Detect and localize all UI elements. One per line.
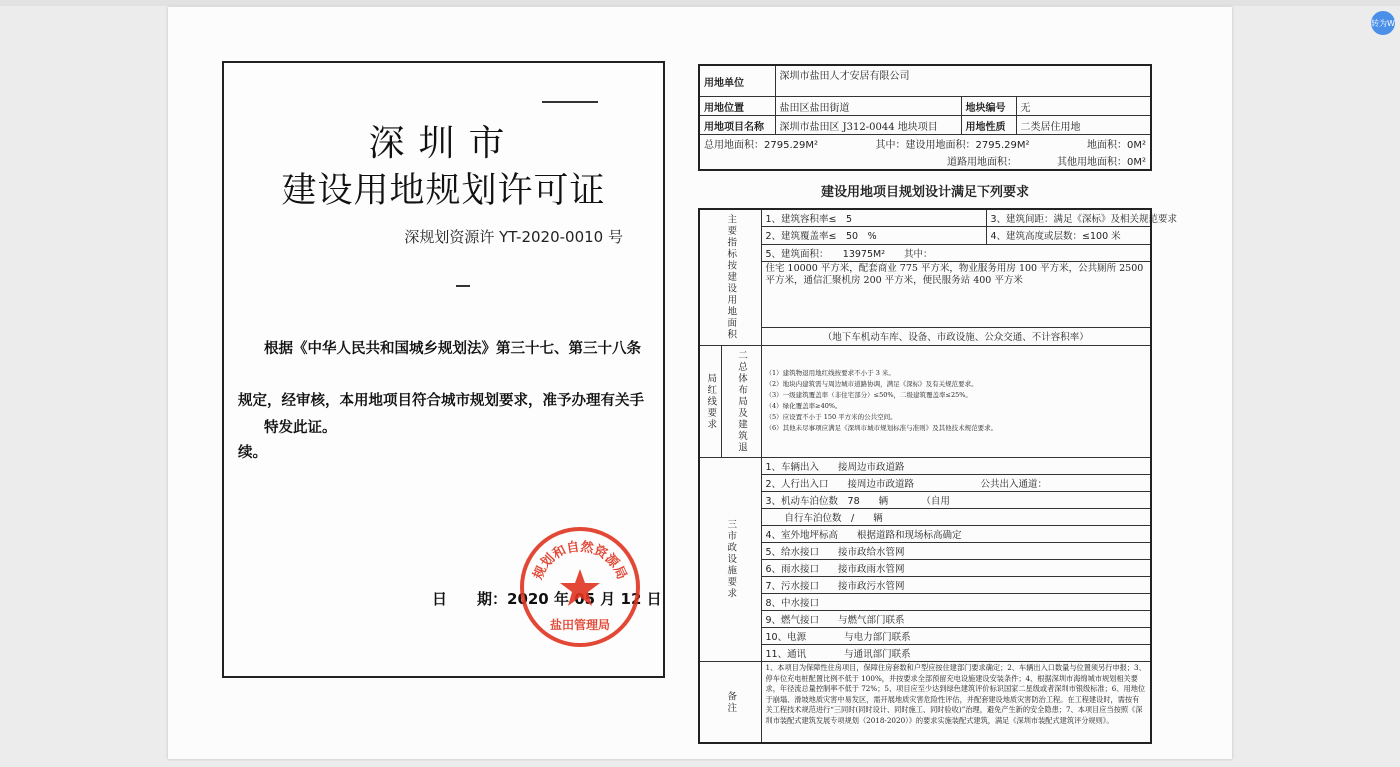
requirements-table bbox=[698, 208, 1178, 744]
spacing-item: 3、建筑间距：满足《深标》及相关规范要求 bbox=[986, 209, 1151, 227]
seal-sub-text: 盐田管理局 bbox=[549, 618, 611, 632]
group2-item: （2）地块内建筑需与周边城市道路协调，满足《深标》及有关规范要求。 bbox=[765, 380, 978, 389]
group2-sublabel: 二总体布局及建筑退 bbox=[721, 345, 761, 458]
requirements-title: 建设用地项目规划设计满足下列要求 bbox=[820, 185, 1029, 200]
group3-label: 三市政设施要求 bbox=[699, 458, 761, 662]
unit-label: 用地单位 bbox=[699, 65, 775, 97]
project-value: 深圳市盐田区 J312-0044 地块项目 bbox=[775, 116, 961, 135]
municipal-item: 11、通讯 与通讯部门联系 bbox=[761, 645, 1151, 662]
far-item: 1、建筑容积率≤ 5 bbox=[761, 209, 986, 227]
nature-value: 二类居住用地 bbox=[1016, 116, 1151, 135]
underground-note: （地下车机动车库、设备、市政设施、公众交通、不计容积率） bbox=[761, 328, 1151, 345]
project-label: 用地项目名称 bbox=[699, 116, 775, 135]
certificate-number: 深规划资源许 YT-2020-0010 号 bbox=[404, 228, 623, 246]
municipal-item: 8、中水接口 bbox=[761, 594, 1151, 611]
certificate-city: 深圳市 bbox=[368, 123, 519, 164]
location-label: 用地位置 bbox=[699, 97, 775, 116]
viewer-toolbar-strip bbox=[0, 0, 1400, 6]
certificate-paragraph: 根据《中华人民共和国城乡规划法》第三十七、第三十八条规定，经审核，本用地项目符合城市规划要求，准予办理有关手续。 bbox=[238, 341, 644, 461]
municipal-item: 自行车泊位数 / 辆 bbox=[761, 509, 1151, 526]
land-info-table bbox=[698, 64, 1152, 171]
floor-area-detail: 住宅 10000 平方米，配套商业 775 平方米，物业服务用房 100 平方米，公共厕所 2500 平方米，通信汇聚机房 200 平方米，便民服务站 400 平方米 bbox=[761, 261, 1151, 327]
convert-button[interactable]: 转为W bbox=[1371, 11, 1395, 35]
municipal-item: 6、雨水接口 接市政雨水管网 bbox=[761, 560, 1151, 577]
scribble-mark bbox=[542, 101, 598, 103]
certificate-date: 日 期：2020 年 05 月 12 日 bbox=[432, 590, 662, 608]
municipal-item: 3、机动车泊位数 78 辆 （自用 bbox=[761, 492, 1151, 509]
municipal-item: 2、人行出入口 接周边市政道路 公共出入通道： bbox=[761, 475, 1151, 492]
remarks-label: 备注 bbox=[699, 662, 761, 744]
municipal-item: 7、污水接口 接市政污水管网 bbox=[761, 577, 1151, 594]
parcel-no-value: 无 bbox=[1016, 97, 1151, 116]
official-seal-icon bbox=[518, 525, 642, 649]
certificate-closing: 特发此证。 bbox=[264, 420, 337, 436]
other-area-2: 其他用地面积：0M² bbox=[1057, 157, 1146, 168]
remarks-text: 1、本项目为保障性住房项目，保障住房套数和户型应按住建部门要求确定；2、车辆出入口数量与位置须另行申报；3、停车位充电桩配置比例不低于 100%，并按要求全部预留充电设施建设安装条件；4、根据深圳市海绵城市规划相关要求，年径流总量控制率不低于 72%；5、项目应至少达到绿色建筑评价标识国家二星级或者深圳市银级标准；6、用地位于崩塌、滑坡地质灾害中易发区，需开展地质灾害危险性评估，并配套建设地质灾害防治工程。在工程建设时，需按有关工程技术规范进行“三同时(同时设计、同时施工、同时验收)”治理，避免产生新的安全隐患；7、本项目应当按照《深圳市装配式建筑发展专项规划（2018-2020）》的要求实施装配式建筑，满足《深圳市装配式建筑评分规则》。 bbox=[761, 662, 1151, 744]
coverage-item: 2、建筑覆盖率≤ 50 % bbox=[761, 227, 986, 244]
parcel-no-label: 地块编号 bbox=[961, 97, 1016, 116]
height-item: 4、建筑高度或层数：≤100 米 bbox=[986, 227, 1151, 244]
group2-label: 局红线要求 bbox=[699, 345, 721, 458]
group2-item: （1）建筑物退用地红线按要求不小于 3 米。 bbox=[765, 369, 895, 378]
unit-value: 深圳市盐田人才安居有限公司 bbox=[775, 65, 1151, 97]
total-area: 总用地面积：2795.29M² bbox=[704, 140, 818, 151]
group2-items bbox=[761, 345, 1151, 458]
road-area: 道路用地面积： bbox=[947, 157, 1017, 168]
requirements-panel bbox=[698, 64, 1178, 744]
floor-area-item: 5、建筑面积： 13975M² 其中： bbox=[761, 244, 1151, 261]
group1-label: 主要指标按建设用地面积 bbox=[699, 209, 761, 345]
municipal-item: 1、车辆出入 接周边市政道路 bbox=[761, 458, 1151, 475]
municipal-item: 4、室外地坪标高 根据道路和现场标高确定 bbox=[761, 526, 1151, 543]
group2-item: （4）绿化覆盖率≥40%。 bbox=[765, 402, 842, 411]
group2-item: （5）应设置不小于 150 平方米的公共空间。 bbox=[765, 413, 897, 422]
group2-item: （3）一级建筑覆盖率（非住宅部分）≤50%，二级建筑覆盖率≤25%。 bbox=[765, 391, 972, 400]
municipal-item: 5、给水接口 接市政给水管网 bbox=[761, 543, 1151, 560]
municipal-item: 10、电源 与电力部门联系 bbox=[761, 628, 1151, 645]
nature-label: 用地性质 bbox=[961, 116, 1016, 135]
municipal-item: 9、燃气接口 与燃气部门联系 bbox=[761, 611, 1151, 628]
scribble-mark bbox=[456, 285, 470, 287]
other-area-1: 地面积：0M² bbox=[1087, 140, 1146, 151]
certificate-title: 建设用地规划许可证 bbox=[281, 171, 606, 211]
construction-area: 其中：建设用地面积：2795.29M² bbox=[875, 140, 1030, 151]
seal-arc-text: 规划和自然资源局 bbox=[530, 539, 630, 582]
location-value: 盐田区盐田街道 bbox=[775, 97, 961, 116]
group2-item: （6）其他未尽事项应满足《深圳市城市规划标准与准则》及其他技术规范要求。 bbox=[765, 424, 998, 433]
